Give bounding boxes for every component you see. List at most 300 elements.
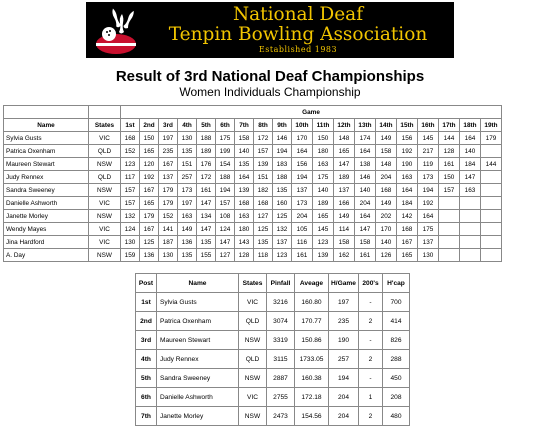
game-score: 148: [376, 158, 397, 171]
game-score: 120: [140, 158, 159, 171]
game-score: 124: [216, 223, 235, 236]
game-score: 152: [121, 145, 140, 158]
pinfall: 2755: [267, 388, 295, 407]
game-score: 146: [355, 171, 376, 184]
game-score: 173: [292, 197, 313, 210]
game-score: 179: [140, 210, 159, 223]
banner-title-line2: Tenpin Bowling Association: [168, 24, 428, 45]
game-score: 179: [481, 132, 502, 145]
game-score: 147: [197, 197, 216, 210]
game-score: 157: [439, 184, 460, 197]
table-row: [4, 132, 502, 145]
game-score: 136: [178, 236, 197, 249]
game-score: 141: [159, 223, 178, 236]
game-score: 158: [355, 236, 376, 249]
pinfall: 2887: [267, 369, 295, 388]
game-score: 108: [216, 210, 235, 223]
game-score: 163: [178, 210, 197, 223]
bowler-state: VIC: [89, 132, 121, 145]
game-score: 164: [418, 210, 439, 223]
game-score: 140: [355, 184, 376, 197]
bowler-state: NSW: [89, 158, 121, 171]
game-score: [439, 236, 460, 249]
handicap: 700: [383, 293, 410, 312]
two-hundreds-count: 1: [359, 388, 383, 407]
column-header-game: 2nd: [140, 119, 159, 132]
pinfall: 2473: [267, 407, 295, 426]
game-score: 173: [178, 184, 197, 197]
column-header-game: 7th: [235, 119, 254, 132]
bowler-state: NSW: [89, 184, 121, 197]
game-score: 217: [418, 145, 439, 158]
game-score: 158: [376, 145, 397, 158]
bowler-state: VIC: [89, 223, 121, 236]
game-score: 127: [254, 210, 273, 223]
column-header-name: Name: [4, 119, 89, 132]
column-header-game: 14th: [376, 119, 397, 132]
game-score: 187: [159, 236, 178, 249]
game-score: 157: [121, 197, 140, 210]
column-header-state: States: [89, 119, 121, 132]
average: 160.38: [295, 369, 329, 388]
game-score: 173: [418, 171, 439, 184]
handicap: 450: [383, 369, 410, 388]
game-score: 159: [121, 249, 140, 262]
bowler-state: QLD: [239, 350, 267, 369]
game-score: 135: [235, 158, 254, 171]
position: 4th: [136, 350, 157, 369]
game-score: 183: [273, 158, 292, 171]
game-score: 139: [235, 184, 254, 197]
game-results-table: [3, 105, 502, 262]
game-score: 126: [376, 249, 397, 262]
high-game: 197: [329, 293, 359, 312]
column-header-game: 16th: [418, 119, 439, 132]
game-score: 167: [397, 236, 418, 249]
bowler-name: Sandra Sweeney: [157, 369, 239, 388]
bowler-state: VIC: [239, 388, 267, 407]
handicap: 414: [383, 312, 410, 331]
bowler-state: VIC: [89, 236, 121, 249]
game-score: 157: [216, 197, 235, 210]
game-score: 105: [292, 223, 313, 236]
game-score: 124: [121, 223, 140, 236]
two-hundreds-count: 2: [359, 350, 383, 369]
game-score: 140: [313, 184, 334, 197]
game-score: 161: [355, 249, 376, 262]
game-score: 157: [254, 145, 273, 158]
game-score: 144: [481, 158, 502, 171]
game-score: [481, 171, 502, 184]
association-banner: [86, 2, 454, 58]
game-score: 164: [235, 171, 254, 184]
table-row: [136, 312, 410, 331]
game-score: 117: [121, 171, 140, 184]
game-score: 161: [197, 184, 216, 197]
game-score: 194: [418, 184, 439, 197]
two-hundreds-count: -: [359, 293, 383, 312]
game-score: [481, 210, 502, 223]
table-row: [136, 350, 410, 369]
column-header-average: Aveage: [295, 274, 329, 293]
game-score: 147: [216, 236, 235, 249]
game-score: 204: [292, 210, 313, 223]
game-score: 164: [397, 184, 418, 197]
column-header-game: 5th: [197, 119, 216, 132]
game-score: 119: [418, 158, 439, 171]
game-score: 149: [334, 210, 355, 223]
column-header-two-hundreds: 200's: [359, 274, 383, 293]
game-score: 146: [273, 132, 292, 145]
game-score: 139: [313, 249, 334, 262]
game-score: 168: [254, 197, 273, 210]
handicap: 288: [383, 350, 410, 369]
game-score: 175: [418, 223, 439, 236]
game-score: [481, 236, 502, 249]
column-header-game: 10th: [292, 119, 313, 132]
game-score: 116: [292, 236, 313, 249]
bowler-name: Judy Rennex: [4, 171, 89, 184]
bowler-state: QLD: [89, 171, 121, 184]
bowler-name: Danielle Ashworth: [157, 388, 239, 407]
pinfall: 3115: [267, 350, 295, 369]
table-row: [4, 197, 502, 210]
table-row: [136, 331, 410, 350]
game-score: 180: [313, 145, 334, 158]
game-score: [439, 249, 460, 262]
game-score: 130: [121, 236, 140, 249]
game-score: [460, 249, 481, 262]
two-hundreds-count: -: [359, 369, 383, 388]
game-score: 151: [254, 171, 273, 184]
game-score: 127: [216, 249, 235, 262]
column-header-post: Post: [136, 274, 157, 293]
game-score: 125: [254, 223, 273, 236]
game-score: 197: [178, 197, 197, 210]
game-score: 175: [313, 171, 334, 184]
game-score: 137: [273, 236, 292, 249]
game-score: 132: [121, 210, 140, 223]
standings-table: [135, 273, 410, 426]
game-score: 145: [313, 223, 334, 236]
game-score: 128: [235, 249, 254, 262]
game-score: [460, 210, 481, 223]
two-hundreds-count: 2: [359, 312, 383, 331]
position: 7th: [136, 407, 157, 426]
bowler-name: Janette Morley: [4, 210, 89, 223]
game-score: 148: [334, 132, 355, 145]
two-hundreds-count: -: [359, 331, 383, 350]
game-score: 150: [313, 132, 334, 145]
column-header-state: States: [239, 274, 267, 293]
game-score: 130: [418, 249, 439, 262]
game-score: 140: [376, 236, 397, 249]
header-spacer: [89, 106, 121, 119]
game-score: 172: [197, 171, 216, 184]
game-score: 125: [273, 210, 292, 223]
position: 2nd: [136, 312, 157, 331]
high-game: 190: [329, 331, 359, 350]
game-score: 194: [273, 145, 292, 158]
game-score: [481, 145, 502, 158]
bowler-name: A. Day: [4, 249, 89, 262]
bowler-name: Jina Hardford: [4, 236, 89, 249]
game-score: 128: [439, 145, 460, 158]
game-score: 161: [439, 158, 460, 171]
game-score: [460, 236, 481, 249]
game-score: 189: [197, 145, 216, 158]
game-score: 167: [140, 223, 159, 236]
game-score: 138: [355, 158, 376, 171]
game-score: 175: [216, 132, 235, 145]
average: 154.56: [295, 407, 329, 426]
game-score: 189: [313, 197, 334, 210]
bowler-name: Sylvia Gusts: [157, 293, 239, 312]
game-score: 135: [197, 236, 216, 249]
game-score: 194: [216, 184, 235, 197]
game-score: 123: [273, 249, 292, 262]
game-score: 165: [140, 197, 159, 210]
game-score: 150: [140, 132, 159, 145]
bowler-state: VIC: [89, 197, 121, 210]
game-score: 166: [334, 197, 355, 210]
game-score: 165: [397, 249, 418, 262]
game-score: 188: [197, 132, 216, 145]
game-score: [439, 197, 460, 210]
game-score: 165: [334, 145, 355, 158]
game-score: 149: [178, 223, 197, 236]
game-score: 145: [418, 132, 439, 145]
column-header-game: 17th: [439, 119, 460, 132]
game-score: 204: [376, 171, 397, 184]
bowler-state: NSW: [89, 210, 121, 223]
column-header-high-game: H/Game: [329, 274, 359, 293]
game-score: [460, 197, 481, 210]
game-score: 135: [178, 249, 197, 262]
page-subtitle: Women Individuals Championship: [179, 85, 361, 99]
column-header-game: 19th: [481, 119, 502, 132]
column-header-game: 13th: [355, 119, 376, 132]
game-score: 192: [397, 145, 418, 158]
game-score: 168: [235, 197, 254, 210]
game-score: 163: [235, 210, 254, 223]
game-score: 135: [273, 184, 292, 197]
game-score: [481, 249, 502, 262]
game-score: 147: [334, 158, 355, 171]
game-score: 192: [140, 171, 159, 184]
column-header-game: 4th: [178, 119, 197, 132]
game-score: 194: [292, 171, 313, 184]
game-score: [460, 223, 481, 236]
game-score: 179: [159, 197, 178, 210]
handicap: 480: [383, 407, 410, 426]
banner-title-line1: National Deaf: [232, 4, 364, 25]
game-score: 139: [254, 158, 273, 171]
game-score: 190: [397, 158, 418, 171]
table-row: [4, 236, 502, 249]
bowler-state: QLD: [239, 312, 267, 331]
bowler-name: Sylvia Gusts: [4, 132, 89, 145]
bowler-name: Maureen Stewart: [157, 331, 239, 350]
game-score: 189: [334, 171, 355, 184]
game-score: 165: [140, 145, 159, 158]
column-header-game: 3rd: [159, 119, 178, 132]
game-score: 160: [273, 197, 292, 210]
game-score: 118: [254, 249, 273, 262]
game-group-header: Game: [121, 106, 502, 119]
pinfall: 3074: [267, 312, 295, 331]
column-header-game: 15th: [397, 119, 418, 132]
game-score: 156: [292, 158, 313, 171]
column-header-game: 6th: [216, 119, 235, 132]
game-score: 165: [313, 210, 334, 223]
bowler-state: QLD: [89, 145, 121, 158]
table-row: [136, 388, 410, 407]
game-score: 140: [460, 145, 481, 158]
game-score: 149: [376, 197, 397, 210]
game-score: [439, 223, 460, 236]
bowler-name: Maureen Stewart: [4, 158, 89, 171]
game-score: 151: [178, 158, 197, 171]
column-header-game: 9th: [273, 119, 292, 132]
game-score: 152: [159, 210, 178, 223]
column-header-game: 18th: [460, 119, 481, 132]
game-score: 235: [159, 145, 178, 158]
game-score: 147: [460, 171, 481, 184]
game-score: 163: [460, 184, 481, 197]
game-score: 137: [292, 184, 313, 197]
game-score: 154: [216, 158, 235, 171]
bowling-logo-icon: [92, 4, 140, 56]
game-score: 170: [376, 223, 397, 236]
position: 3rd: [136, 331, 157, 350]
high-game: 235: [329, 312, 359, 331]
game-score: 147: [197, 223, 216, 236]
game-score: 135: [178, 145, 197, 158]
bowler-state: NSW: [89, 249, 121, 262]
game-score: 170: [292, 132, 313, 145]
game-score: 164: [355, 210, 376, 223]
game-score: 114: [334, 223, 355, 236]
game-score: 184: [397, 197, 418, 210]
average: 1733.05: [295, 350, 329, 369]
game-score: 202: [376, 210, 397, 223]
game-score: 137: [159, 171, 178, 184]
pinfall: 3319: [267, 331, 295, 350]
game-score: 168: [376, 184, 397, 197]
game-score: 161: [292, 249, 313, 262]
game-score: 130: [159, 249, 178, 262]
game-score: 192: [418, 197, 439, 210]
position: 5th: [136, 369, 157, 388]
game-score: 156: [397, 132, 418, 145]
high-game: 204: [329, 407, 359, 426]
game-score: 164: [292, 145, 313, 158]
game-score: 123: [121, 158, 140, 171]
bowler-name: Danielle Ashworth: [4, 197, 89, 210]
table-row: [4, 158, 502, 171]
game-score: 172: [254, 132, 273, 145]
column-header-pinfall: Pinfall: [267, 274, 295, 293]
table-row: [4, 145, 502, 158]
game-score: 204: [355, 197, 376, 210]
game-score: 132: [273, 223, 292, 236]
game-score: 188: [273, 171, 292, 184]
game-score: 167: [140, 184, 159, 197]
game-score: 144: [439, 132, 460, 145]
game-score: 149: [376, 132, 397, 145]
game-score: 163: [397, 171, 418, 184]
game-score: 143: [235, 236, 254, 249]
table-row: [136, 369, 410, 388]
game-score: 182: [254, 184, 273, 197]
game-score: 158: [235, 132, 254, 145]
bowler-state: VIC: [239, 293, 267, 312]
bowler-name: Patrica Oxenham: [157, 312, 239, 331]
table-row: [4, 210, 502, 223]
game-score: 168: [397, 223, 418, 236]
game-score: 123: [313, 236, 334, 249]
average: 150.86: [295, 331, 329, 350]
table-row: [4, 184, 502, 197]
table-row: [4, 171, 502, 184]
column-header-game: 1st: [121, 119, 140, 132]
game-score: 155: [197, 249, 216, 262]
game-score: [481, 223, 502, 236]
game-score: 164: [355, 145, 376, 158]
game-score: 136: [140, 249, 159, 262]
table-row: [136, 407, 410, 426]
bowler-name: Wendy Mayes: [4, 223, 89, 236]
two-hundreds-count: 2: [359, 407, 383, 426]
game-score: 176: [197, 158, 216, 171]
column-header-game: 8th: [254, 119, 273, 132]
high-game: 204: [329, 388, 359, 407]
high-game: 257: [329, 350, 359, 369]
table-row: [4, 249, 502, 262]
game-score: [439, 210, 460, 223]
game-score: [481, 184, 502, 197]
game-score: 199: [216, 145, 235, 158]
bowler-name: Judy Rennex: [157, 350, 239, 369]
game-score: 135: [254, 236, 273, 249]
bowler-name: Patrica Oxenham: [4, 145, 89, 158]
game-score: 180: [235, 223, 254, 236]
bowler-state: NSW: [239, 369, 267, 388]
position: 1st: [136, 293, 157, 312]
game-score: [481, 197, 502, 210]
game-score: 164: [460, 132, 481, 145]
pinfall: 3216: [267, 293, 295, 312]
game-score: 162: [334, 249, 355, 262]
game-score: 184: [460, 158, 481, 171]
high-game: 194: [329, 369, 359, 388]
column-header-handicap: H'cap: [383, 274, 410, 293]
game-score: 130: [178, 132, 197, 145]
column-header-name: Name: [157, 274, 239, 293]
table-row: [136, 293, 410, 312]
game-score: 257: [178, 171, 197, 184]
game-score: 174: [355, 132, 376, 145]
game-score: 167: [159, 158, 178, 171]
game-score: 197: [159, 132, 178, 145]
game-score: 147: [355, 223, 376, 236]
average: 160.80: [295, 293, 329, 312]
column-header-game: 12th: [334, 119, 355, 132]
game-score: 134: [197, 210, 216, 223]
game-score: 168: [121, 132, 140, 145]
handicap: 208: [383, 388, 410, 407]
